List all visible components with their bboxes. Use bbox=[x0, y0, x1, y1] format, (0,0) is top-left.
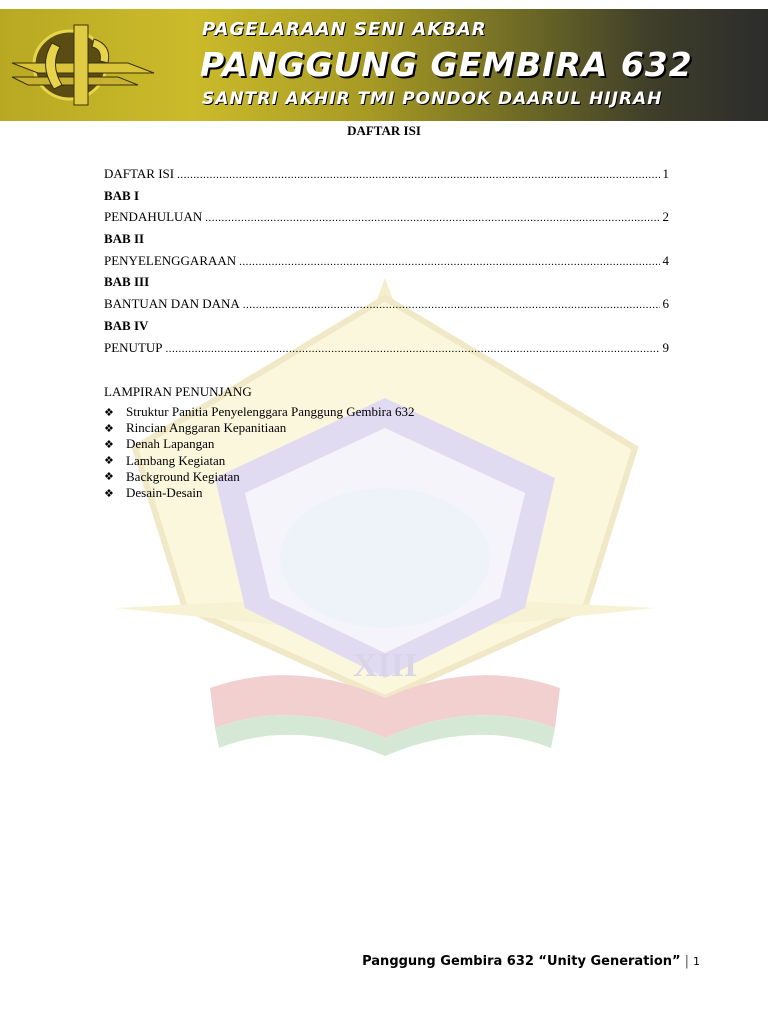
banner-tagline: SANTRI AKHIR TMI PONDOK DAARUL HIJRAH bbox=[202, 89, 663, 109]
appendix-list bbox=[104, 404, 664, 501]
toc-chapter-heading: BAB II bbox=[104, 231, 145, 247]
toc-entry-label: DAFTAR ISI bbox=[104, 166, 175, 181]
list-item bbox=[104, 420, 664, 436]
page-footer bbox=[362, 954, 700, 969]
diamond-bullet-icon: ❖ bbox=[104, 421, 114, 435]
list-item-text: Lambang Kegiatan bbox=[126, 452, 226, 468]
toc-leader-dots bbox=[205, 212, 659, 224]
toc-entry-pendahuluan[interactable] bbox=[104, 209, 669, 231]
toc-chapter-heading: BAB III bbox=[104, 274, 150, 290]
toc-entry-label: PENDAHULUAN bbox=[104, 209, 203, 225]
footer-separator: | bbox=[684, 954, 689, 969]
toc-entry-penyelenggaraan[interactable] bbox=[104, 253, 669, 275]
toc-entry-page: 9 bbox=[662, 339, 669, 355]
toc-entry-penutup[interactable] bbox=[104, 340, 669, 362]
list-item-text: Background Kegiatan bbox=[126, 468, 240, 484]
toc-entry-label: PENYELENGGARAAN bbox=[104, 252, 237, 268]
table-of-contents bbox=[104, 166, 669, 361]
document-heading: DAFTAR ISI bbox=[347, 123, 421, 138]
list-item bbox=[104, 469, 664, 485]
appendix-title: LAMPIRAN PENUNJANG bbox=[104, 384, 252, 399]
appendix-section bbox=[104, 384, 664, 501]
toc-leader-dots bbox=[166, 343, 660, 355]
toc-entry-label: PENUTUP bbox=[104, 339, 163, 355]
diamond-bullet-icon: ❖ bbox=[104, 486, 114, 500]
event-logo-icon bbox=[8, 15, 158, 115]
list-item-text: Rincian Anggaran Kepanitiaan bbox=[126, 420, 287, 436]
toc-entry-bantuan-dan-dana[interactable] bbox=[104, 296, 669, 318]
toc-leader-dots bbox=[239, 256, 659, 268]
toc-entry-page: 6 bbox=[662, 296, 669, 312]
toc-entry-label: BANTUAN DAN DANA bbox=[104, 296, 240, 312]
toc-entry-page: 2 bbox=[662, 209, 669, 225]
footer-title: Panggung Gembira 632 “Unity Generation” bbox=[362, 954, 681, 969]
toc-entry-page: 1 bbox=[662, 166, 669, 181]
list-item-text: Desain-Desain bbox=[126, 485, 203, 501]
header-banner bbox=[0, 9, 768, 121]
list-item bbox=[104, 485, 664, 501]
banner-subtitle: PAGELARAAN SENI AKBAR bbox=[202, 19, 487, 40]
toc-leader-dots bbox=[177, 169, 659, 181]
list-item bbox=[104, 453, 664, 469]
toc-entry-daftar-isi[interactable] bbox=[104, 166, 669, 188]
footer-page-number: 1 bbox=[693, 955, 700, 968]
banner-title: PANGGUNG GEMBIRA 632 bbox=[200, 45, 693, 84]
toc-entry-page: 4 bbox=[662, 252, 669, 268]
list-item-text: Struktur Panitia Penyelenggara Panggung Gembira 632 bbox=[126, 404, 415, 420]
list-item-text: Denah Lapangan bbox=[126, 436, 215, 452]
toc-leader-dots bbox=[243, 299, 660, 311]
diamond-bullet-icon: ❖ bbox=[104, 437, 114, 451]
toc-chapter-heading: BAB IV bbox=[104, 317, 149, 333]
diamond-bullet-icon: ❖ bbox=[104, 470, 114, 484]
list-item bbox=[104, 436, 664, 452]
svg-text:XIII: XIII bbox=[352, 647, 418, 684]
diamond-bullet-icon: ❖ bbox=[104, 405, 114, 419]
list-item bbox=[104, 404, 664, 420]
toc-chapter-heading: BAB I bbox=[104, 187, 140, 203]
diamond-bullet-icon: ❖ bbox=[104, 454, 114, 468]
